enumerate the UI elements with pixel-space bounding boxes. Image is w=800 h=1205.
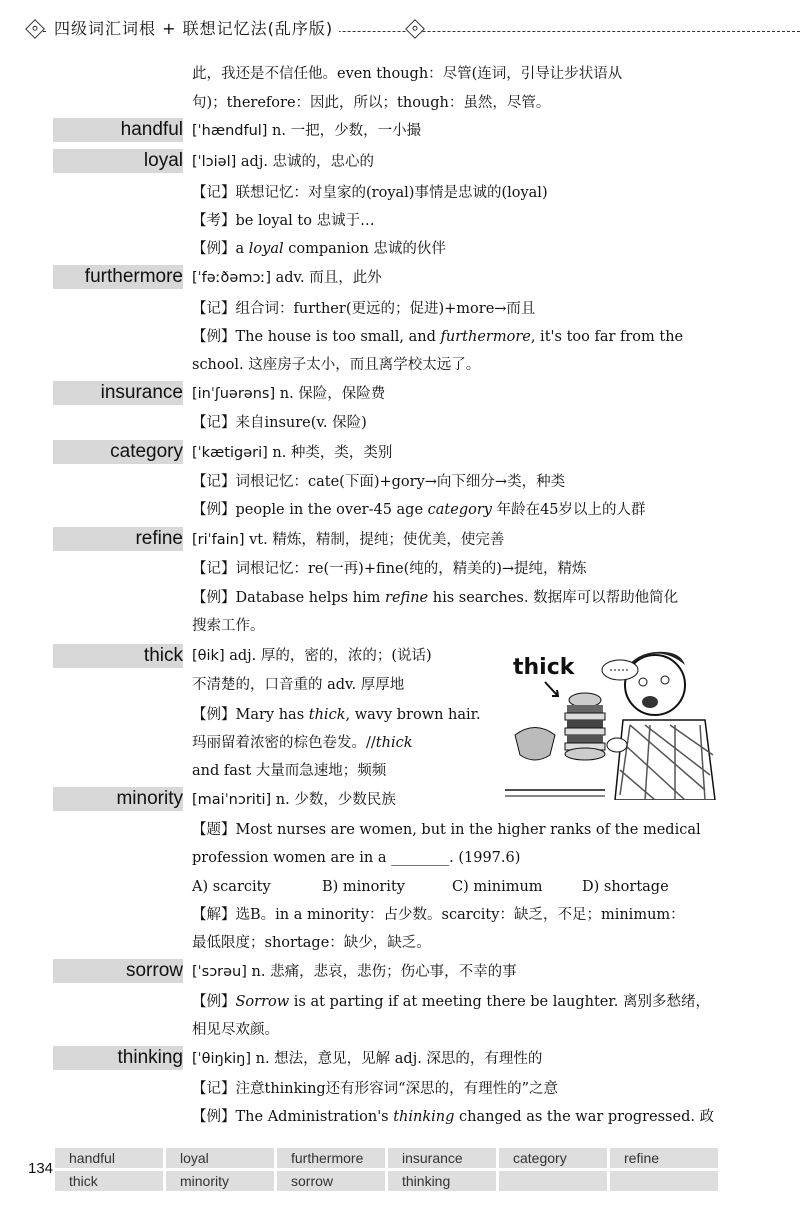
page-header: [0, 0, 800, 48]
entry-refine-def: [riˈfain] vt. 精炼，精制，提纯；使优美，使完善: [192, 532, 505, 548]
entry-category-def: [ˈkætigəri] n. 种类，类，类别: [192, 445, 393, 461]
headword-furthermore: furthermore: [84, 266, 183, 287]
index-item: insurance: [388, 1148, 496, 1168]
entry-sorrow-example: 【例】Sorrow is at parting if at meeting there be laughter. 离别多愁绪，: [192, 994, 710, 1010]
index-item: category: [499, 1148, 607, 1168]
illustration-label: thick: [513, 655, 575, 680]
index-item: loyal: [166, 1148, 274, 1168]
entry-loyal-example: 【例】a loyal companion 忠诚的伙伴: [192, 241, 446, 257]
index-item-empty: [610, 1171, 718, 1191]
entry-minority-question-cont: profession women are in a ________. (1997.6): [192, 850, 521, 866]
index-item: thinking: [388, 1171, 496, 1191]
page-number: 134: [28, 1160, 54, 1177]
entry-thick-phrase: and fast 大量而急速地；频频: [192, 763, 387, 779]
headword-insurance: insurance: [100, 382, 183, 403]
diamond-ornament-icon: [25, 19, 45, 39]
entry-minority-answer-cont: 最低限度；shortage：缺少，缺乏。: [192, 935, 431, 951]
option-a: A) scarcity: [192, 879, 271, 895]
header-title: 四级词汇词根 + 联想记忆法(乱序版): [48, 16, 339, 39]
entry-loyal-memo: 【记】联想记忆：对皇家的(royal)事情是忠诚的(loyal): [192, 185, 548, 201]
entry-thick-translation: 玛丽留着浓密的棕色卷发。//thick: [192, 735, 413, 751]
headword-handful: handful: [120, 119, 183, 140]
entry-minority-question: 【题】Most nurses are women, but in the higher ranks of the medical: [192, 822, 701, 838]
option-c: C) minimum: [452, 879, 543, 895]
entry-handful-def: [ˈhændful] n. 一把，少数，一小撮: [192, 123, 422, 139]
entry-loyal-exam: 【考】be loyal to 忠诚于…: [192, 213, 375, 229]
entry-refine-memo: 【记】词根记忆：re(一再)+fine(纯的，精美的)→提纯，精炼: [192, 561, 587, 577]
entry-furthermore-memo: 【记】组合词：further(更远的；促进)+more→而且: [192, 301, 536, 317]
word-index: [55, 1148, 717, 1192]
entry-furthermore-example: 【例】The house is too small, and furthermore, it's too far from the: [192, 329, 684, 345]
entry-minority-answer: 【解】选B。in a minority：占少数。scarcity：缺乏，不足；minimum：: [192, 907, 685, 923]
entry-insurance-memo: 【记】来自insure(v. 保险): [192, 415, 367, 431]
option-d: D) shortage: [582, 879, 669, 895]
entry-furthermore-translation: school. 这座房子太小，而且离学校太远了。: [192, 357, 481, 373]
entry-loyal-def: [ˈlɔiəl] adj. 忠诚的，忠心的: [192, 154, 375, 170]
entry-thinking-memo: 【记】注意thinking还有形容词“深思的，有理性的”之意: [192, 1081, 559, 1097]
entry-category-memo: 【记】词根记忆：cate(下面)+gory→向下细分→类，种类: [192, 474, 566, 490]
headword-refine: refine: [135, 528, 183, 549]
entry-refine-translation: 搜索工作。: [192, 618, 265, 634]
headword-category: category: [110, 441, 183, 462]
intro-line: 此，我还是不信任他。even though：尽管(连词，引导让步状语从: [192, 66, 623, 82]
index-item: minority: [166, 1171, 274, 1191]
thick-sandwich-illustration: [505, 640, 720, 800]
entry-furthermore-def: [ˈfəːðəmɔː] adv. 而且，此外: [192, 270, 382, 286]
headword-thinking: thinking: [117, 1047, 183, 1068]
option-b: B) minority: [322, 879, 405, 895]
entry-sorrow-translation: 相见尽欢颜。: [192, 1022, 279, 1038]
intro-line: 句)；therefore：因此，所以；though：虽然，尽管。: [192, 95, 551, 111]
diamond-ornament-icon: [405, 19, 425, 39]
headword-loyal: loyal: [143, 150, 183, 171]
index-item: thick: [55, 1171, 163, 1191]
entry-category-example: 【例】people in the over-45 age category 年龄在45岁以上的人群: [192, 502, 646, 518]
index-item: furthermore: [277, 1148, 385, 1168]
entry-thick-def: [θik] adj. 厚的，密的，浓的；(说话): [192, 648, 432, 664]
index-item: sorrow: [277, 1171, 385, 1191]
entry-thinking-example: 【例】The Administration's thinking changed as the war progressed. 政: [192, 1109, 715, 1125]
headword-thick: thick: [143, 645, 183, 666]
entry-insurance-def: [inˈʃuərəns] n. 保险，保险费: [192, 386, 386, 402]
headword-sorrow: sorrow: [125, 960, 183, 981]
index-item-empty: [499, 1171, 607, 1191]
entry-thinking-def: [ˈθiŋkiŋ] n. 想法，意见，见解 adj. 深思的，有理性的: [192, 1051, 543, 1067]
index-item: handful: [55, 1148, 163, 1168]
index-item: refine: [610, 1148, 718, 1168]
entry-refine-example: 【例】Database helps him refine his searches. 数据库可以帮助他简化: [192, 590, 679, 606]
entry-thick-def-cont: 不清楚的，口音重的 adv. 厚厚地: [192, 677, 405, 693]
entry-thick-example: 【例】Mary has thick, wavy brown hair.: [192, 707, 481, 723]
headword-minority: minority: [116, 788, 183, 809]
entry-sorrow-def: [ˈsɔrəu] n. 悲痛，悲哀，悲伤；伤心事，不幸的事: [192, 964, 517, 980]
entry-minority-def: [maiˈnɔriti] n. 少数，少数民族: [192, 792, 396, 808]
